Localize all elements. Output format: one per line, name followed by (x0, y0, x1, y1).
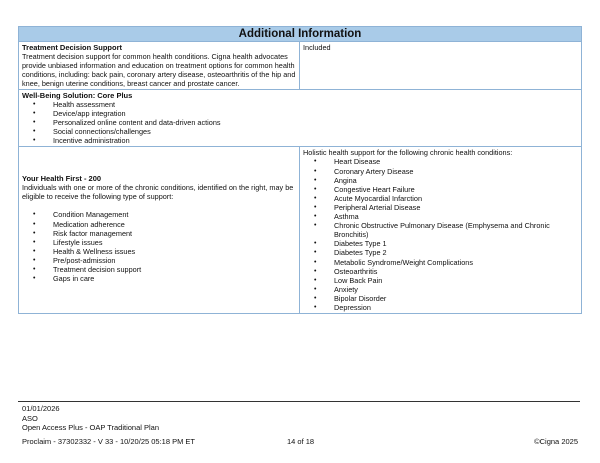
list-item: • Risk factor management (47, 229, 296, 238)
additional-information-table (18, 26, 582, 314)
treatment-decision-row (19, 42, 582, 90)
footer-copyright: ©Cigna 2025 (534, 437, 578, 446)
benefits-page (18, 26, 581, 314)
treatment-decision-value: Included (300, 42, 582, 90)
footer-plan: Open Access Plus - OAP Traditional Plan (22, 423, 160, 432)
list-item: • Lifestyle issues (47, 238, 296, 247)
wellbeing-cell (19, 90, 582, 147)
list-item: • Condition Management (47, 210, 296, 219)
list-item: • Metabolic Syndrome/Weight Complications (328, 258, 578, 267)
your-health-first-row (19, 147, 582, 314)
list-item: • Depression (328, 303, 578, 312)
chronic-conditions-cell (300, 147, 582, 314)
list-item: • Health & Wellness issues (47, 247, 296, 256)
list-item: • Acute Myocardial Infarction (328, 194, 578, 203)
your-health-first-description: Individuals with one or more of the chronic conditions, identified on the right, may be eligible to receive the following type of support: (22, 183, 294, 202)
wellbeing-row (19, 90, 582, 147)
footer-date: 01/01/2026 (22, 404, 60, 413)
list-item: • Osteoarthritis (328, 267, 578, 276)
list-item: • Congestive Heart Failure (328, 185, 578, 194)
list-item: • Gaps in care (47, 274, 296, 283)
list-item: • Pre/post-admission (47, 256, 296, 265)
treatment-decision-description: Treatment decision support for common health conditions. Cigna health advocates provide unbiased information and education on treatment options for common health conditions, including: back pain, coronary artery disease, osteoarthritis of the hip and knee, benign uterine conditions, breast cancer and prostate cancer. (22, 52, 296, 88)
footer-info (22, 404, 578, 433)
chronic-conditions-intro: Holistic health support for the following chronic health conditions: (303, 148, 513, 158)
wellbeing-list (22, 100, 578, 145)
list-item: • Device/app integration (47, 109, 578, 118)
treatment-decision-cell (19, 42, 300, 90)
list-item: • Angina (328, 176, 578, 185)
list-item: • Chronic Obstructive Pulmonary Disease (Emphysema and Chronic Bronchitis) (328, 221, 578, 239)
list-item: • Social connections/challenges (47, 127, 578, 136)
list-item: • Bipolar Disorder (328, 294, 578, 303)
list-item: • Heart Disease (328, 157, 578, 166)
list-item: • Diabetes Type 1 (328, 239, 578, 248)
list-item: • Diabetes Type 2 (328, 248, 578, 257)
list-item: • Treatment decision support (47, 265, 296, 274)
list-item: • Coronary Artery Disease (328, 167, 578, 176)
list-item: • Low Back Pain (328, 276, 578, 285)
treatment-decision-title: Treatment Decision Support (22, 43, 123, 52)
footer-funding: ASO (22, 413, 38, 423)
your-health-first-title: Your Health First - 200 (22, 174, 102, 184)
your-health-first-cell (19, 147, 300, 314)
footer-divider (18, 401, 580, 402)
list-item: • Peripheral Arterial Disease (328, 203, 578, 212)
footer-page-number: 14 of 18 (287, 437, 315, 446)
list-item: • Incentive administration (47, 136, 578, 145)
footer-proclaim: Proclaim - 37302332 - V 33 - 10/20/25 05:18 PM ET (22, 437, 196, 446)
list-item: • Health assessment (47, 100, 578, 109)
chronic-conditions-list (303, 157, 578, 312)
list-item: • Personalized online content and data-driven actions (47, 118, 578, 127)
support-type-list (22, 210, 296, 283)
list-item: • Asthma (328, 212, 578, 221)
list-item: • Medication adherence (47, 220, 296, 229)
list-item: • Anxiety (328, 285, 578, 294)
table-header: Additional Information (19, 27, 582, 42)
wellbeing-title: Well-Being Solution: Core Plus (22, 91, 133, 100)
